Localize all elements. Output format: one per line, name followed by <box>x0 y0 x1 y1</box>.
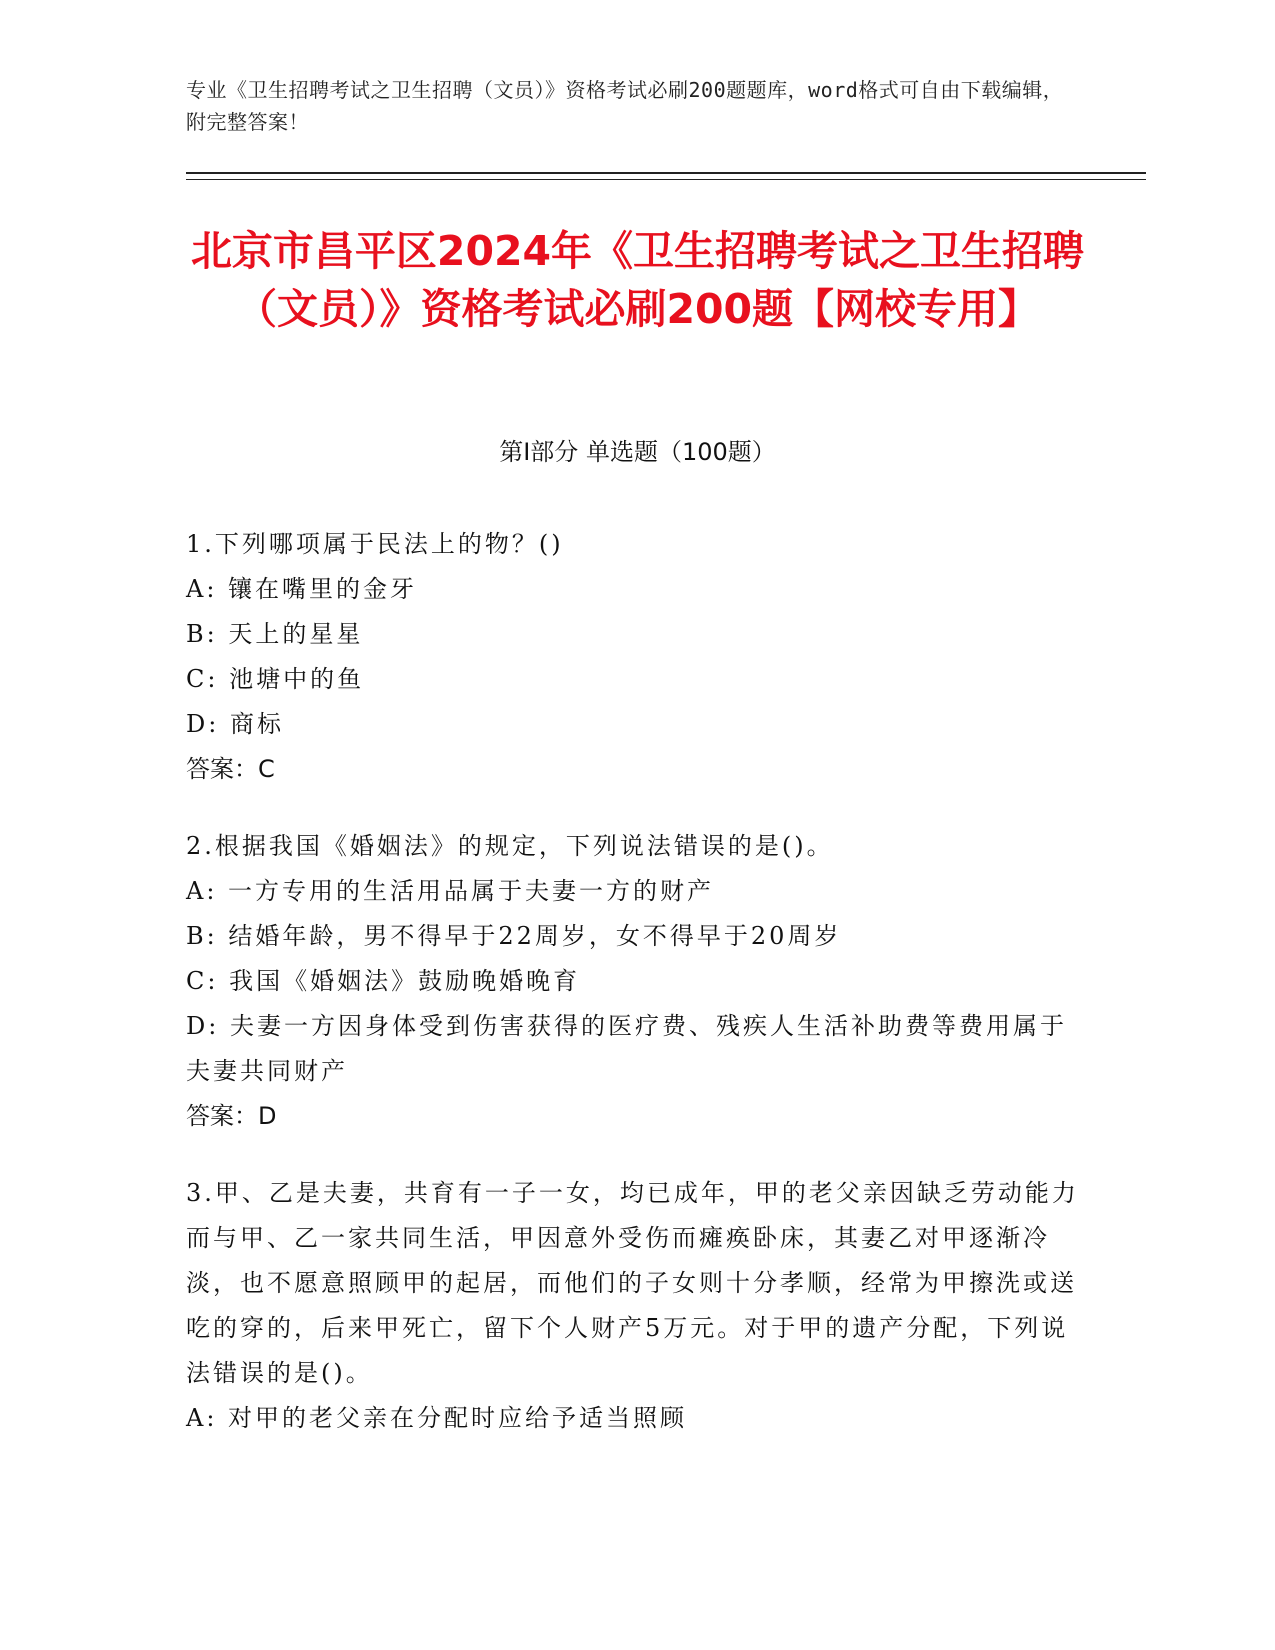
header-note: 专业《卫生招聘考试之卫生招聘（文员）》资格考试必刷200题题库，word格式可自由下载编辑，附完整答案！ <box>186 78 1064 134</box>
option-a: A: 镶在嘴里的金牙 <box>186 575 418 603</box>
question-1 <box>186 522 1086 792</box>
question-stem: 2.根据我国《婚姻法》的规定，下列说法错误的是()。 <box>186 832 834 860</box>
question-stem: 1.下列哪项属于民法上的物？() <box>186 530 564 558</box>
answer: 答案：D <box>186 1102 277 1130</box>
question-2 <box>186 824 1086 1139</box>
option-d: D: 夫妻一方因身体受到伤害获得的医疗费、残疾人生活补助费等费用属于夫妻共同财产 <box>186 1012 1067 1085</box>
option-a: A: 一方专用的生活用品属于夫妻一方的财产 <box>186 877 715 905</box>
question-3 <box>186 1171 1086 1441</box>
document-title: 北京市昌平区2024年《卫生招聘考试之卫生招聘（文员）》资格考试必刷200题【网校专用】 <box>190 227 1085 333</box>
answer: 答案：C <box>186 755 275 783</box>
header-divider-thin <box>186 179 1146 180</box>
option-d: D: 商标 <box>186 710 284 738</box>
option-b: B: 天上的星星 <box>186 620 364 648</box>
question-list <box>186 522 1086 1473</box>
option-c: C: 池塘中的鱼 <box>186 665 365 693</box>
question-stem: 3.甲、乙是夫妻，共育有一子一女，均已成年，甲的老父亲因缺乏劳动能力而与甲、乙一家共同生活，甲因意外受伤而瘫痪卧床，其妻乙对甲逐渐冷淡，也不愿意照顾甲的起居，而他们的子女则十分孝顺，经常为甲擦洗或送吃的穿的，后来甲死亡，留下个人财产5万元。对于甲的遗产分配，下列说法错误的是()。 <box>186 1179 1079 1387</box>
option-b: B: 结婚年龄，男不得早于22周岁，女不得早于20周岁 <box>186 922 842 950</box>
header-divider-thick <box>186 172 1146 174</box>
section-heading: 第I部分 单选题（100题） <box>499 438 776 466</box>
option-a: A: 对甲的老父亲在分配时应给予适当照顾 <box>186 1404 688 1432</box>
option-c: C: 我国《婚姻法》鼓励晚婚晚育 <box>186 967 581 995</box>
